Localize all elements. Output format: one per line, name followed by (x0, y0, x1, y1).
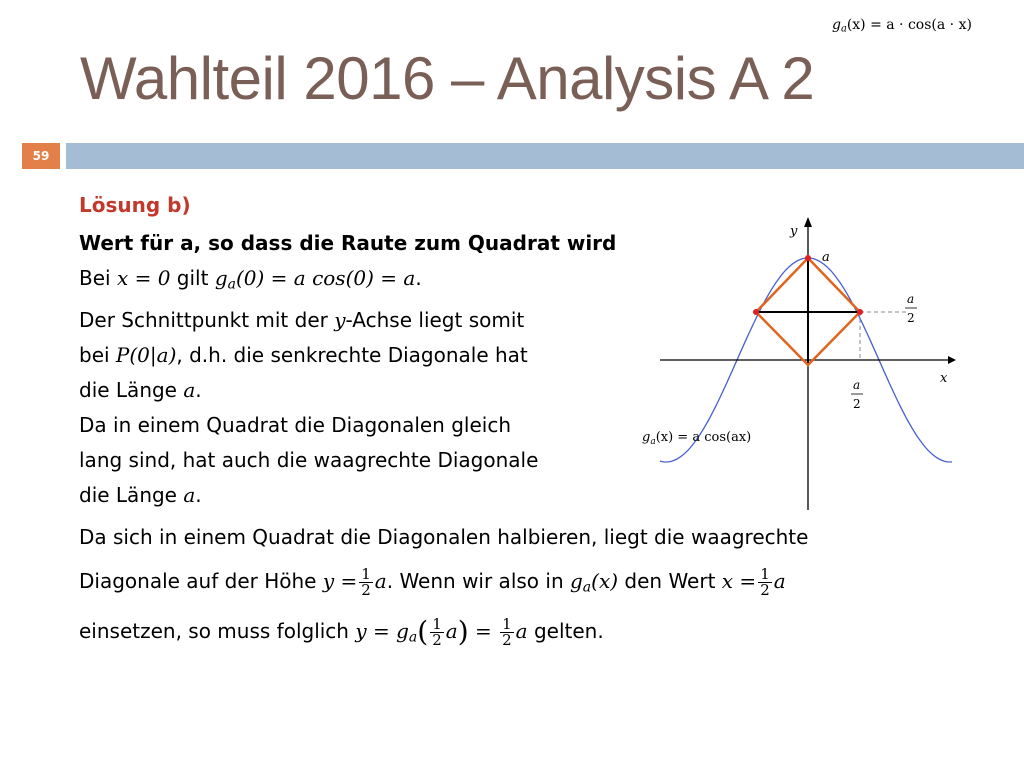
point-top (805, 255, 811, 261)
label-a-half-bottom-num: a (853, 378, 861, 392)
label-a-half-right-num: a (907, 292, 915, 306)
header-bar (66, 143, 1024, 169)
fraction-half: $\frac{1}{2}$ (502, 615, 512, 649)
task-statement: Wert für a, so dass die Raute zum Quadrat wird (79, 231, 617, 255)
slide-title: Wahlteil 2016 – Analysis A 2 (80, 45, 815, 112)
cosine-graph (630, 215, 960, 515)
point-left (753, 309, 759, 315)
fraction-half: $\frac{1}{2}$ (432, 615, 442, 649)
fraction-half: $\frac{1}{2}$ (760, 564, 770, 599)
label-a-top: a (822, 250, 830, 265)
label-a-half-bottom-den: 2 (853, 397, 861, 411)
fraction-half: $\frac{1}{2}$ (361, 564, 371, 599)
function-definition: $g_a(x) = a \cdot \cos(a \cdot x)$ (832, 17, 972, 35)
paragraph-1: Bei x = 0 gilt $g_a(0) = a$ cos(0) = a. Der Schnittpunkt mit der y-Achse liegt somit bei P(0|a), d.h. die senkrechte Diagonale hat die Länge a. Da in einem Quadrat die Diagonalen gleich lang sind, hat auch die waagrechte Diagonale die Länge a. (79, 266, 539, 507)
x-axis-arrow (948, 356, 956, 364)
function-label: $g_a(x) = a$ cos(ax) (642, 430, 752, 447)
x-axis-label: x (940, 371, 948, 386)
label-a-half-right-den: 2 (907, 311, 915, 325)
point-right (857, 309, 863, 315)
solution-heading: Lösung b) (79, 193, 191, 217)
paragraph-2: Da sich in einem Quadrat die Diagonalen halbieren, liegt die waagrechte Diagonale auf der Höhe y = $\frac{1}{2}$ a. Wenn wir also in $g_a(x)$ den Wert x = $\frac{1}{2}$ a einsetzen, so muss folglich $y = g_a$( $\frac{1}{2}$ a) = $\frac{1}{2}$ a gelten. (79, 524, 809, 649)
slide-number: 59 (22, 143, 60, 169)
y-axis-arrow (804, 217, 812, 227)
y-axis-label: y (790, 224, 798, 239)
